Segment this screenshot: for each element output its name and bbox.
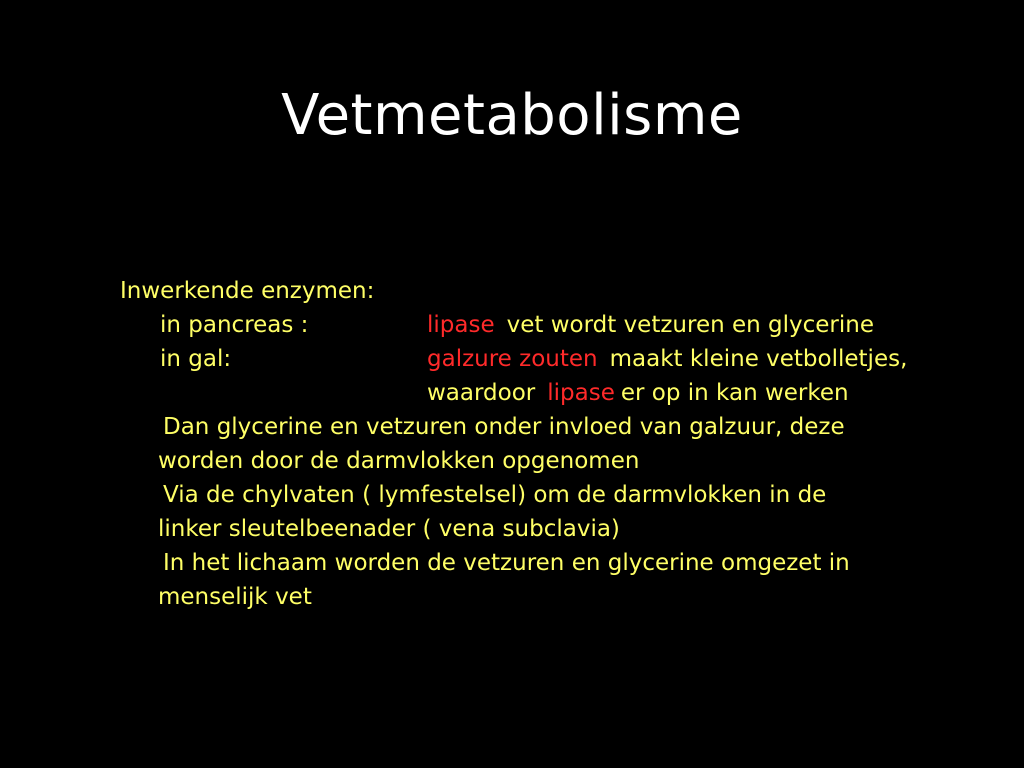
gal-row (427, 342, 907, 376)
paragraph-2-line-2: linker sleutelbeenader ( vena subclavia) (158, 516, 620, 542)
paragraph-1-line-2: worden door de darmvlokken opgenomen (158, 448, 640, 474)
pancreas-row (427, 308, 874, 342)
pancreas-label: in pancreas : (160, 312, 309, 338)
enzymes-heading: Inwerkende enzymen: (120, 278, 375, 304)
slide-title: Vetmetabolisme (281, 83, 743, 148)
paragraph-1-line-1: Dan glycerine en vetzuren onder invloed van galzuur, deze (163, 414, 845, 440)
gal-continuation-enzyme: lipase (547, 380, 615, 406)
gal-continuation (427, 376, 849, 410)
gal-description: maakt kleine vetbolletjes, (609, 346, 908, 372)
gal-continuation-post: er op in kan werken (620, 380, 849, 406)
paragraph-3-line-2: menselijk vet (158, 584, 312, 610)
gal-enzyme: galzure zouten (427, 346, 598, 372)
slide-body (0, 274, 1024, 634)
paragraph-3-line-1: In het lichaam worden de vetzuren en glycerine omgezet in (163, 550, 850, 576)
gal-label: in gal: (160, 346, 232, 372)
pancreas-enzyme: lipase (427, 312, 495, 338)
gal-continuation-pre: waardoor (427, 380, 536, 406)
paragraph-2-line-1: Via de chylvaten ( lymfestelsel) om de darmvlokken in de (163, 482, 827, 508)
pancreas-description: vet wordt vetzuren en glycerine (506, 312, 874, 338)
